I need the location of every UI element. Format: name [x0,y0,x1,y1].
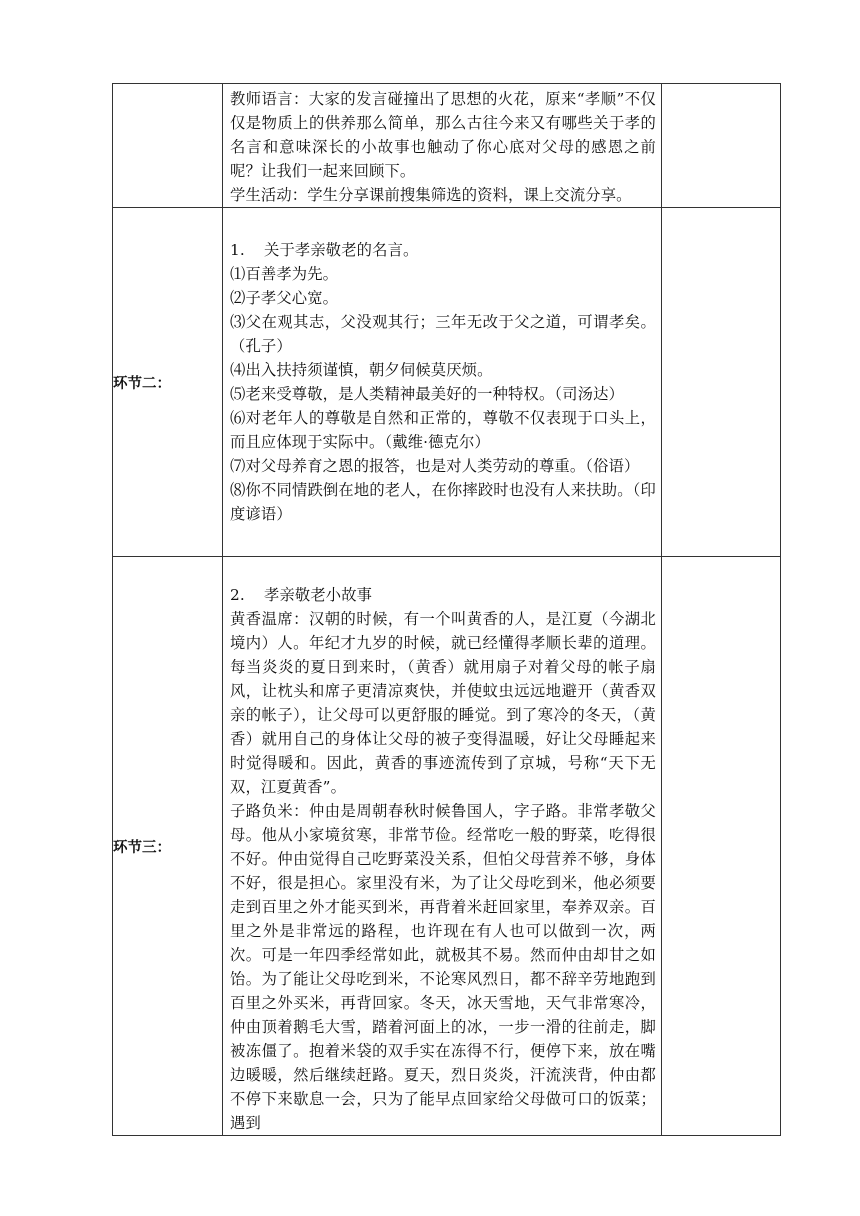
notes-cell [662,208,781,557]
section-label-2: 环节二： [113,208,223,557]
story-paragraph: 黄香温席：汉朝的时候，有一个叫黄香的人，是江夏（今湖北境内）人。年纪才九岁的时候，就已经懂得孝顺长辈的道理。每当炎炎的夏日到来时，（黄香）就用扇子对着父母的帐子扇风，让枕头和席子更清凉爽快，并使蚊虫远远地避开（黄香双亲的帐子），让父母可以更舒服的睡觉。到了寒冷的冬天，（黄香）就用自己的身体让父母的被子变得温暖，好让父母睡起来时觉得暖和。因此，黄香的事迹流传到了京城，号称“天下无双，江夏黄香”。 [230,610,656,796]
heading-number: 1. [230,241,245,259]
row-label [113,84,223,208]
section-heading [230,583,656,607]
heading-text: 孝亲敬老小故事 [264,586,373,604]
table-row [113,208,781,557]
quote-item: ⑴百善孝为先。 [230,265,339,283]
quote-item: ⑹对老年人的尊敬是自然和正常的，尊敬不仅表现于口头上，而且应体现于实际中。（戴维·德克尔） [230,409,656,451]
content-cell [223,208,662,557]
notes-cell [662,557,781,1136]
table-row [113,84,781,208]
heading-number: 2. [230,586,245,604]
heading-text: 关于孝亲敬老的名言。 [264,241,419,259]
quote-item: ⑶父在观其志，父没观其行；三年无改于父之道，可谓孝矣。（孔子） [230,313,656,355]
notes-cell [662,84,781,208]
teacher-language: 教师语言：大家的发言碰撞出了思想的火花，原来“孝顺”不仅仅是物质上的供养那么简单，那么古往今来又有哪些关于孝的名言和意味深长的小故事也触动了你心底对父母的感恩之前呢？让我们一起来回顾下。 [230,90,656,180]
quote-item: ⑷出入扶持须谨慎，朝夕伺候莫厌烦。 [230,361,493,379]
story-paragraph: 子路负米：仲由是周朝春秋时候鲁国人，字子路。非常孝敬父母。他从小家境贫寒，非常节俭。经常吃一般的野菜，吃得很不好。仲由觉得自己吃野菜没关系，但怕父母营养不够，身体不好，很是担心。家里没有米，为了让父母吃到米，他必须要走到百里之外才能买到米，再背着米赶回家里，奉养双亲。百里之外是非常远的路程，也许现在有人也可以做到一次，两次。可是一年四季经常如此，就极其不易。然而仲由却甘之如饴。为了能让父母吃到米，不论寒风烈日，都不辞辛劳地跑到百里之外买米，再背回家。冬天，冰天雪地，天气非常寒冷，仲由顶着鹅毛大雪，踏着河面上的冰，一步一滑的往前走，脚被冻僵了。抱着米袋的双手实在冻得不行，便停下来，放在嘴边暖暖，然后继续赶路。夏天，烈日炎炎，汗流浃背，仲由都不停下来歇息一会，只为了能早点回家给父母做可口的饭菜；遇到 [230,802,656,1132]
section-heading [230,238,656,262]
table-row [113,557,781,1136]
lesson-table [112,83,781,1136]
quote-item: ⑸老来受尊敬，是人类精神最美好的一种特权。（司汤达） [230,385,624,403]
quote-item: ⑵子孝父心宽。 [230,289,339,307]
student-activity: 学生活动：学生分享课前搜集筛选的资料，课上交流分享。 [230,186,632,204]
content-cell [223,84,662,208]
content-cell [223,557,662,1136]
quote-item: ⑺对父母养育之恩的报答，也是对人类劳动的尊重。（俗语） [230,457,640,475]
quote-item: ⑻你不同情跌倒在地的老人，在你摔跤时也没有人来扶助。（印度谚语） [230,481,656,523]
section-label-3: 环节三： [113,557,223,1136]
